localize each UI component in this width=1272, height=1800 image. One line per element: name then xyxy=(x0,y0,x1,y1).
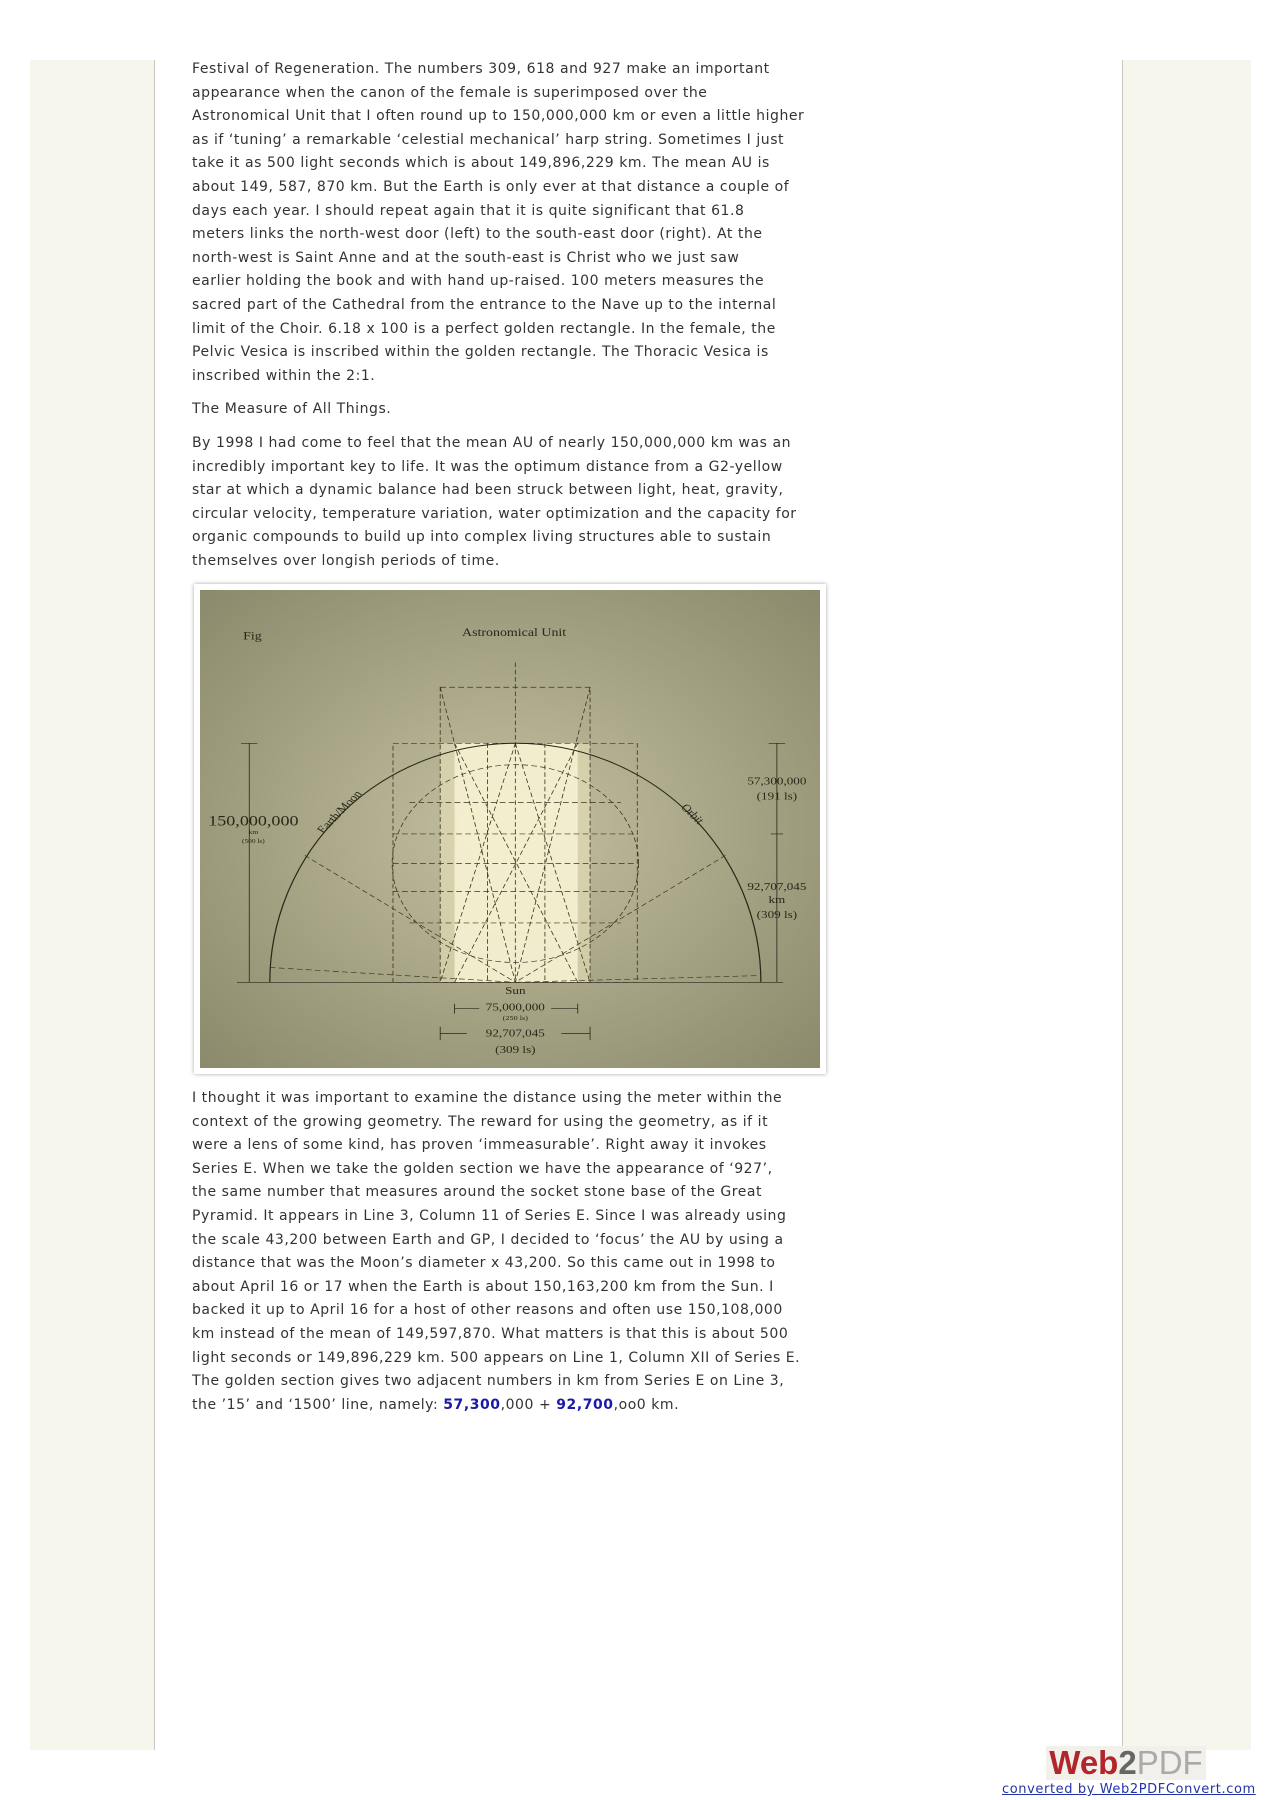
bottom-outer-value: 92,707,045 xyxy=(485,1026,545,1040)
paragraph-2 xyxy=(192,432,842,574)
last-line-mid: ,000 + xyxy=(500,1396,557,1413)
paragraph-3 xyxy=(192,1087,842,1394)
left-distance-value: 150,000,000 xyxy=(208,812,299,830)
text-line: earlier holding the book and with hand up-raised. 100 meters measures the xyxy=(192,273,765,290)
text-line: backed it up to April 16 for a host of other reasons and often use 150,108,000 xyxy=(192,1302,783,1319)
fig-label: Fig xyxy=(243,629,262,643)
left-margin-panel xyxy=(30,60,155,1750)
text-line: limit of the Choir. 6.18 x 100 is a perfect golden rectangle. In the female, the xyxy=(192,320,776,337)
text-line: inscribed within the 2:1. xyxy=(192,367,376,384)
last-line-end: ,oo0 km. xyxy=(613,1396,680,1413)
text-line: as if ‘tuning’ a remarkable ‘celestial mechanical’ harp string. Sometimes I just xyxy=(192,131,785,148)
text-line: circular velocity, temperature variation, water optimization and the capacity for xyxy=(192,505,797,522)
text-line: I thought it was important to examine the distance using the meter within the xyxy=(192,1090,783,1106)
left-distance-unit: km xyxy=(248,829,259,836)
text-line: north-west is Saint Anne and at the south-east is Christ who we just saw xyxy=(192,249,740,266)
text-line: Pelvic Vesica is inscribed within the golden rectangle. The Thoracic Vesica is xyxy=(192,344,769,361)
arc-right-label: Orbit xyxy=(677,801,708,827)
text-line: organic compounds to build up into complex living structures able to sustain xyxy=(192,529,772,546)
text-line: context of the growing geometry. The reward for using the geometry, as if it xyxy=(192,1113,769,1130)
text-line: about 149, 587, 870 km. But the Earth is only ever at that distance a couple of xyxy=(192,178,790,195)
text-line: the same number that measures around the socket stone base of the Great xyxy=(192,1184,763,1201)
text-line: incredibly important key to life. It was the optimum distance from a G2-yellow xyxy=(192,458,783,475)
heading-text: The Measure of All Things. xyxy=(192,401,392,418)
text-line: star at which a dynamic balance had been struck between light, heat, gravity, xyxy=(192,482,784,499)
text-line: Astronomical Unit that I often round up to 150,000,000 km or even a little higher xyxy=(192,108,805,125)
arc-left-label: Earth/Moon xyxy=(313,787,365,836)
bottom-inner-ls: (250 ls) xyxy=(502,1014,528,1022)
sun-label: Sun xyxy=(505,984,526,997)
section-heading xyxy=(192,398,842,422)
text-line: the scale 43,200 between Earth and GP, I decided to ‘focus’ the AU by using a xyxy=(192,1231,784,1248)
text-line: Festival of Regeneration. The numbers 309, 618 and 927 make an important xyxy=(192,61,770,77)
left-distance-ls: (500 ls) xyxy=(242,838,265,845)
right-top-ls: (191 ls) xyxy=(756,789,798,802)
diagram xyxy=(200,590,820,1068)
text-line: light seconds or 149,896,229 km. 500 appears on Line 1, Column XII of Series E. xyxy=(192,1349,801,1366)
figure-title: Astronomical Unit xyxy=(462,626,567,639)
right-bottom-unit: km xyxy=(768,893,786,906)
text-line: Series E. When we take the golden section we have the appearance of ‘927’, xyxy=(192,1160,773,1177)
article-content xyxy=(192,58,842,583)
last-line-prefix: the ’15’ and ‘1500’ line, namely: xyxy=(192,1396,444,1413)
logo-2: 2 xyxy=(1118,1744,1137,1781)
text-line: take it as 500 light seconds which is about 149,896,229 km. The mean AU is xyxy=(192,155,770,172)
bold-number-57300: 57,300 xyxy=(443,1396,501,1413)
text-line: sacred part of the Cathedral from the entrance to the Nave up to the internal xyxy=(192,296,777,313)
right-bottom-value: 92,707,045 xyxy=(747,880,807,893)
astronomical-unit-figure xyxy=(194,584,826,1074)
text-line: Pyramid. It appears in Line 3, Column 11 of Series E. Since I was already using xyxy=(192,1207,787,1224)
bold-number-92700: 92,700 xyxy=(556,1396,614,1413)
last-line xyxy=(192,1394,842,1418)
right-bottom-ls: (309 ls) xyxy=(756,908,798,921)
paragraph-1 xyxy=(192,58,842,388)
text-line: appearance when the canon of the female is superimposed over the xyxy=(192,84,708,101)
text-line: days each year. I should repeat again that it is quite significant that 61.8 xyxy=(192,202,745,219)
right-margin-panel xyxy=(1122,60,1251,1750)
text-line: km instead of the mean of 149,597,870. What matters is that this is about 500 xyxy=(192,1325,789,1342)
text-line: meters links the north-west door (left) to the south-east door (right). At the xyxy=(192,226,763,243)
converted-by-link[interactable]: converted by Web2PDFConvert.com xyxy=(1002,1782,1256,1797)
text-line: The golden section gives two adjacent numbers in km from Series E on Line 3, xyxy=(192,1373,785,1390)
bottom-outer-ls: (309 ls) xyxy=(495,1043,536,1056)
right-top-value: 57,300,000 xyxy=(747,774,807,788)
text-line: By 1998 I had come to feel that the mean AU of nearly 150,000,000 km was an xyxy=(192,434,792,451)
logo-pdf: PDF xyxy=(1136,1744,1203,1781)
web2pdf-logo xyxy=(1046,1746,1206,1780)
text-line: about April 16 or 17 when the Earth is about 150,163,200 km from the Sun. I xyxy=(192,1278,774,1295)
text-line: were a lens of some kind, has proven ‘immeasurable’. Right away it invokes xyxy=(192,1137,767,1154)
article-content-continued xyxy=(192,1087,842,1417)
text-line: themselves over longish periods of time. xyxy=(192,552,500,569)
logo-web: Web xyxy=(1049,1744,1119,1781)
text-line: distance that was the Moon’s diameter x 43,200. So this came out in 1998 to xyxy=(192,1255,776,1272)
bottom-inner-value: 75,000,000 xyxy=(485,1000,545,1013)
